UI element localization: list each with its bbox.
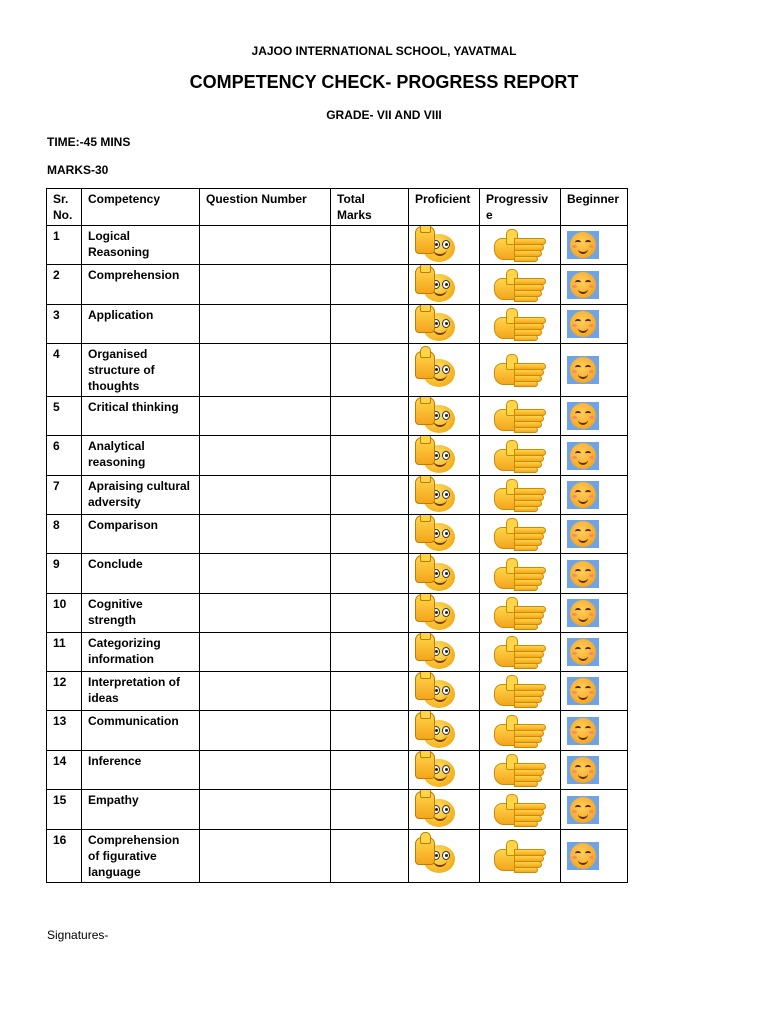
beginner-cell bbox=[561, 594, 628, 633]
progressive-cell bbox=[480, 790, 561, 830]
progressive-cell bbox=[480, 476, 561, 515]
proficient-cell bbox=[409, 436, 480, 476]
progressive-cell bbox=[480, 633, 561, 672]
competency-cell: Interpretation of ideas bbox=[82, 672, 200, 711]
smiling-face-icon bbox=[567, 842, 599, 870]
total-marks-cell bbox=[331, 711, 409, 751]
column-header: Competency bbox=[82, 189, 200, 226]
smiling-face-icon bbox=[567, 271, 599, 299]
thumbs-up-smiley-icon bbox=[415, 397, 459, 435]
thumbs-up-smiley-icon bbox=[415, 594, 459, 632]
beginner-cell bbox=[561, 265, 628, 305]
beginner-cell bbox=[561, 344, 628, 397]
total-marks-cell bbox=[331, 672, 409, 711]
competency-cell: Inference bbox=[82, 751, 200, 790]
competency-cell: Empathy bbox=[82, 790, 200, 830]
progressive-cell bbox=[480, 515, 561, 554]
thumbs-up-smiley-icon bbox=[415, 437, 459, 475]
beginner-cell bbox=[561, 515, 628, 554]
thumbs-up-smiley-icon bbox=[415, 476, 459, 514]
column-header: Question Number bbox=[200, 189, 331, 226]
proficient-cell bbox=[409, 344, 480, 397]
proficient-cell bbox=[409, 711, 480, 751]
competency-cell: Conclude bbox=[82, 554, 200, 594]
question-number-cell bbox=[200, 633, 331, 672]
total-marks-cell bbox=[331, 594, 409, 633]
sr-number-cell: 13 bbox=[47, 711, 82, 751]
beginner-cell bbox=[561, 790, 628, 830]
report-title: COMPETENCY CHECK- PROGRESS REPORT bbox=[189, 72, 579, 92]
thumbs-up-smiley-icon bbox=[415, 837, 459, 875]
column-header: Progressive bbox=[480, 189, 561, 226]
sideways-thumb-hand-icon bbox=[492, 478, 548, 512]
thumbs-up-smiley-icon bbox=[415, 672, 459, 710]
sideways-thumb-hand-icon bbox=[492, 307, 548, 341]
proficient-cell bbox=[409, 226, 480, 265]
table-row bbox=[47, 711, 628, 751]
progressive-cell bbox=[480, 344, 561, 397]
sideways-thumb-hand-icon bbox=[492, 714, 548, 748]
question-number-cell bbox=[200, 790, 331, 830]
competency-cell: Logical Reasoning bbox=[82, 226, 200, 265]
competency-cell: Categorizing information bbox=[82, 633, 200, 672]
smiling-face-icon bbox=[567, 796, 599, 824]
smiling-face-icon bbox=[567, 638, 599, 666]
sideways-thumb-hand-icon bbox=[492, 793, 548, 827]
proficient-cell bbox=[409, 397, 480, 436]
competency-cell: Organised structure of thoughts bbox=[82, 344, 200, 397]
question-number-cell bbox=[200, 476, 331, 515]
total-marks-cell bbox=[331, 397, 409, 436]
progressive-cell bbox=[480, 751, 561, 790]
sr-number-cell: 15 bbox=[47, 790, 82, 830]
marks-label: MARKS-30 bbox=[47, 163, 109, 177]
table-row bbox=[47, 476, 628, 515]
total-marks-cell bbox=[331, 476, 409, 515]
beginner-cell bbox=[561, 711, 628, 751]
school-name: JAJOO INTERNATIONAL SCHOOL, YAVATMAL bbox=[251, 44, 517, 58]
thumbs-up-smiley-icon bbox=[415, 305, 459, 343]
beginner-cell bbox=[561, 397, 628, 436]
total-marks-cell bbox=[331, 751, 409, 790]
total-marks-cell bbox=[331, 554, 409, 594]
table-row bbox=[47, 751, 628, 790]
progressive-cell bbox=[480, 265, 561, 305]
smiling-face-icon bbox=[567, 442, 599, 470]
thumbs-up-smiley-icon bbox=[415, 226, 459, 264]
proficient-cell bbox=[409, 790, 480, 830]
sideways-thumb-hand-icon bbox=[492, 399, 548, 433]
sr-number-cell: 12 bbox=[47, 672, 82, 711]
sr-number-cell: 6 bbox=[47, 436, 82, 476]
smiling-face-icon bbox=[567, 520, 599, 548]
time-label: TIME:-45 MINS bbox=[47, 135, 131, 149]
thumbs-up-smiley-icon bbox=[415, 351, 459, 389]
smiling-face-icon bbox=[567, 756, 599, 784]
question-number-cell bbox=[200, 515, 331, 554]
beginner-cell bbox=[561, 305, 628, 344]
question-number-cell bbox=[200, 830, 331, 883]
column-header: Proficient bbox=[409, 189, 480, 226]
sideways-thumb-hand-icon bbox=[492, 353, 548, 387]
competency-cell: Application bbox=[82, 305, 200, 344]
beginner-cell bbox=[561, 672, 628, 711]
competency-table bbox=[46, 188, 628, 883]
thumbs-up-smiley-icon bbox=[415, 712, 459, 750]
proficient-cell bbox=[409, 515, 480, 554]
smiling-face-icon bbox=[567, 599, 599, 627]
table-row bbox=[47, 554, 628, 594]
table-body bbox=[47, 226, 628, 883]
progressive-cell bbox=[480, 305, 561, 344]
progressive-cell bbox=[480, 594, 561, 633]
total-marks-cell bbox=[331, 436, 409, 476]
smiling-face-icon bbox=[567, 310, 599, 338]
table-row bbox=[47, 344, 628, 397]
proficient-cell bbox=[409, 554, 480, 594]
total-marks-cell bbox=[331, 226, 409, 265]
progressive-cell bbox=[480, 397, 561, 436]
question-number-cell bbox=[200, 554, 331, 594]
table-row bbox=[47, 790, 628, 830]
thumbs-up-smiley-icon bbox=[415, 515, 459, 553]
sideways-thumb-hand-icon bbox=[492, 674, 548, 708]
question-number-cell bbox=[200, 672, 331, 711]
table-row bbox=[47, 830, 628, 883]
total-marks-cell bbox=[331, 305, 409, 344]
competency-cell: Comparison bbox=[82, 515, 200, 554]
sr-number-cell: 7 bbox=[47, 476, 82, 515]
table-row bbox=[47, 226, 628, 265]
question-number-cell bbox=[200, 594, 331, 633]
smiling-face-icon bbox=[567, 231, 599, 259]
sideways-thumb-hand-icon bbox=[492, 753, 548, 787]
sideways-thumb-hand-icon bbox=[492, 635, 548, 669]
competency-cell: Cognitive strength bbox=[82, 594, 200, 633]
beginner-cell bbox=[561, 476, 628, 515]
beginner-cell bbox=[561, 436, 628, 476]
competency-cell: Comprehension bbox=[82, 265, 200, 305]
sr-number-cell: 3 bbox=[47, 305, 82, 344]
progressive-cell bbox=[480, 711, 561, 751]
competency-cell: Analytical reasoning bbox=[82, 436, 200, 476]
table-row bbox=[47, 633, 628, 672]
table-row bbox=[47, 265, 628, 305]
column-header: Sr. No. bbox=[47, 189, 82, 226]
proficient-cell bbox=[409, 672, 480, 711]
sideways-thumb-hand-icon bbox=[492, 596, 548, 630]
table-row bbox=[47, 515, 628, 554]
proficient-cell bbox=[409, 476, 480, 515]
question-number-cell bbox=[200, 265, 331, 305]
question-number-cell bbox=[200, 305, 331, 344]
total-marks-cell bbox=[331, 515, 409, 554]
progressive-cell bbox=[480, 830, 561, 883]
sr-number-cell: 4 bbox=[47, 344, 82, 397]
question-number-cell bbox=[200, 344, 331, 397]
beginner-cell bbox=[561, 633, 628, 672]
question-number-cell bbox=[200, 751, 331, 790]
beginner-cell bbox=[561, 554, 628, 594]
proficient-cell bbox=[409, 633, 480, 672]
sr-number-cell: 2 bbox=[47, 265, 82, 305]
smiling-face-icon bbox=[567, 356, 599, 384]
sr-number-cell: 9 bbox=[47, 554, 82, 594]
total-marks-cell bbox=[331, 790, 409, 830]
progressive-cell bbox=[480, 672, 561, 711]
thumbs-up-smiley-icon bbox=[415, 266, 459, 304]
sideways-thumb-hand-icon bbox=[492, 839, 548, 873]
thumbs-up-smiley-icon bbox=[415, 555, 459, 593]
sideways-thumb-hand-icon bbox=[492, 517, 548, 551]
sr-number-cell: 1 bbox=[47, 226, 82, 265]
sr-number-cell: 10 bbox=[47, 594, 82, 633]
sr-number-cell: 16 bbox=[47, 830, 82, 883]
beginner-cell bbox=[561, 830, 628, 883]
column-header: Beginner bbox=[561, 189, 628, 226]
question-number-cell bbox=[200, 397, 331, 436]
table-row bbox=[47, 305, 628, 344]
table-row bbox=[47, 436, 628, 476]
table-row bbox=[47, 672, 628, 711]
sr-number-cell: 14 bbox=[47, 751, 82, 790]
total-marks-cell bbox=[331, 830, 409, 883]
progressive-cell bbox=[480, 436, 561, 476]
competency-cell: Apraising cultural adversity bbox=[82, 476, 200, 515]
sr-number-cell: 8 bbox=[47, 515, 82, 554]
proficient-cell bbox=[409, 830, 480, 883]
proficient-cell bbox=[409, 751, 480, 790]
progressive-cell bbox=[480, 554, 561, 594]
thumbs-up-smiley-icon bbox=[415, 751, 459, 789]
smiling-face-icon bbox=[567, 677, 599, 705]
smiling-face-icon bbox=[567, 717, 599, 745]
smiling-face-icon bbox=[567, 402, 599, 430]
thumbs-up-smiley-icon bbox=[415, 791, 459, 829]
table-row bbox=[47, 594, 628, 633]
total-marks-cell bbox=[331, 633, 409, 672]
proficient-cell bbox=[409, 594, 480, 633]
smiling-face-icon bbox=[567, 481, 599, 509]
signatures-label: Signatures- bbox=[47, 928, 109, 942]
thumbs-up-smiley-icon bbox=[415, 633, 459, 671]
sideways-thumb-hand-icon bbox=[492, 439, 548, 473]
question-number-cell bbox=[200, 711, 331, 751]
beginner-cell bbox=[561, 226, 628, 265]
smiling-face-icon bbox=[567, 560, 599, 588]
competency-cell: Communication bbox=[82, 711, 200, 751]
progressive-cell bbox=[480, 226, 561, 265]
table-row bbox=[47, 397, 628, 436]
sideways-thumb-hand-icon bbox=[492, 228, 548, 262]
proficient-cell bbox=[409, 305, 480, 344]
total-marks-cell bbox=[331, 265, 409, 305]
sideways-thumb-hand-icon bbox=[492, 268, 548, 302]
sr-number-cell: 11 bbox=[47, 633, 82, 672]
question-number-cell bbox=[200, 226, 331, 265]
total-marks-cell bbox=[331, 344, 409, 397]
competency-cell: Comprehension of figurative language bbox=[82, 830, 200, 883]
proficient-cell bbox=[409, 265, 480, 305]
sideways-thumb-hand-icon bbox=[492, 557, 548, 591]
sr-number-cell: 5 bbox=[47, 397, 82, 436]
beginner-cell bbox=[561, 751, 628, 790]
table-header-row bbox=[47, 189, 628, 226]
grade-label: GRADE- VII AND VIII bbox=[326, 108, 442, 122]
column-header: Total Marks bbox=[331, 189, 409, 226]
question-number-cell bbox=[200, 436, 331, 476]
competency-cell: Critical thinking bbox=[82, 397, 200, 436]
